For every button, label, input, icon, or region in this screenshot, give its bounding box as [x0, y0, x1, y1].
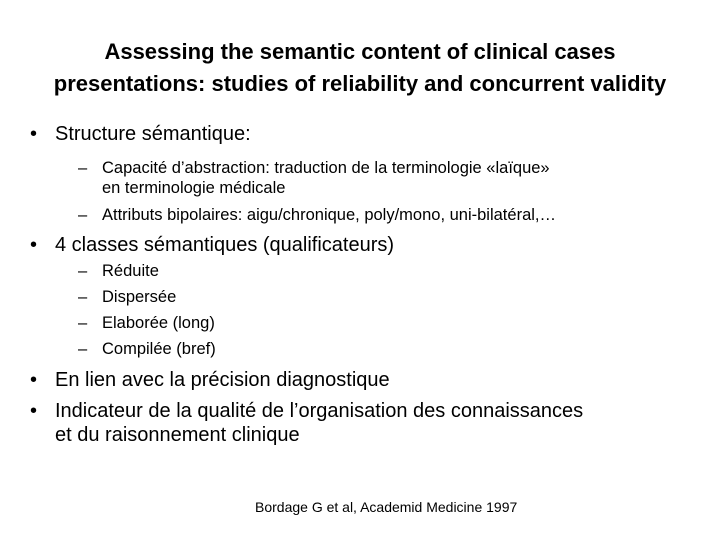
title-line: presentations: studies of reliability and concurrent validity	[53, 71, 667, 96]
title-line: Assessing the semantic content of clinical cases	[104, 39, 616, 64]
subitem-text: Compilée (bref)	[102, 340, 216, 358]
bullet-marker: •	[30, 123, 38, 145]
dash-marker: –	[78, 340, 88, 358]
subitem-text: en terminologie médicale	[102, 179, 286, 197]
bullet-text: Structure sémantique:	[55, 123, 251, 145]
citation: Bordage G et al, Academid Medicine 1997	[255, 499, 518, 515]
dash-marker: –	[78, 314, 88, 332]
bullet-marker: •	[30, 369, 38, 391]
dash-marker: –	[78, 262, 88, 280]
dash-marker: –	[78, 288, 88, 306]
subitem-text: Dispersée	[102, 288, 177, 306]
dash-marker: –	[78, 159, 88, 177]
dash-marker: –	[78, 206, 88, 224]
slide-title	[0, 36, 720, 100]
bullet-marker: •	[30, 234, 38, 256]
subitem-text: Attributs bipolaires: aigu/chronique, poly/mono, uni-bilatéral,…	[102, 206, 556, 224]
subitem-text: Capacité d’abstraction: traduction de la terminologie «laïque»	[102, 159, 550, 177]
bullet-text: et du raisonnement clinique	[55, 424, 300, 446]
subitem-text: Elaborée (long)	[102, 314, 215, 332]
bullet-marker: •	[30, 400, 38, 422]
subitem-text: Réduite	[102, 262, 159, 280]
bullet-text: En lien avec la précision diagnostique	[55, 369, 390, 391]
bullet-text: Indicateur de la qualité de l’organisation des connaissances	[55, 400, 584, 422]
bullet-text: 4 classes sémantiques (qualificateurs)	[55, 234, 395, 256]
